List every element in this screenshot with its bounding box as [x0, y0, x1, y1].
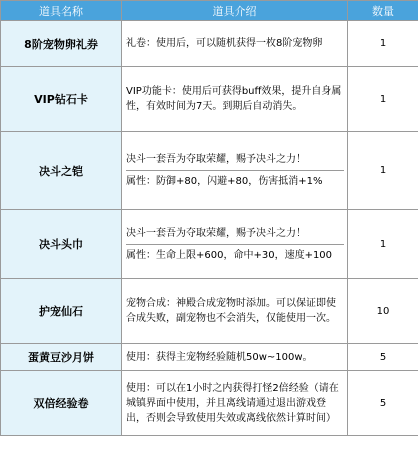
item-attributes: 属性：防御+80，闪避+80，伤害抵消+1%: [126, 176, 323, 187]
item-flavor-text: 决斗一套吾为夺取荣耀，赐予决斗之力！: [126, 226, 344, 245]
item-name: VIP钻石卡: [1, 67, 122, 132]
header-item-name: 道具名称: [1, 1, 122, 21]
item-flavor-text: 决斗一套吾为夺取荣耀，赐予决斗之力！: [126, 152, 344, 171]
item-description: VIP功能卡：使用后可获得buff效果，提升自身属性，有效时间为7天。到期后自动消失。: [122, 67, 348, 132]
item-name: 决斗之铠: [1, 132, 122, 210]
table-row: [1, 344, 418, 371]
table-row: [1, 210, 418, 279]
item-description: 使用：获得主宠物经验随机50w~100w。: [122, 344, 348, 371]
item-name: 8阶宠物卵礼券: [1, 21, 122, 67]
item-quantity: 1: [348, 67, 418, 132]
table-row: [1, 279, 418, 344]
item-quantity: 1: [348, 132, 418, 210]
item-description: 宠物合成：神殿合成宠物时添加。可以保证即使合成失败，副宠物也不会消失，仅能使用一次。: [122, 279, 348, 344]
item-description: 礼卷：使用后，可以随机获得一枚8阶宠物卵: [122, 21, 348, 67]
table-header-row: [1, 1, 418, 21]
header-item-description: 道具介绍: [122, 1, 348, 21]
table-row: [1, 371, 418, 436]
item-attributes: 属性：生命上限+600，命中+30，速度+100: [126, 249, 333, 261]
item-quantity: 5: [348, 344, 418, 371]
table-row: [1, 132, 418, 210]
table-row: [1, 21, 418, 67]
item-quantity: 1: [348, 21, 418, 67]
item-name: 双倍经验卷: [1, 371, 122, 436]
item-name: 护宠仙石: [1, 279, 122, 344]
item-description: [122, 210, 348, 279]
item-description: [122, 132, 348, 210]
item-quantity: 1: [348, 210, 418, 279]
item-quantity: 5: [348, 371, 418, 436]
item-quantity: 10: [348, 279, 418, 344]
item-name: 决斗头巾: [1, 210, 122, 279]
header-quantity: 数量: [348, 1, 418, 21]
table-row: [1, 67, 418, 132]
item-name: 蛋黄豆沙月饼: [1, 344, 122, 371]
item-description: 使用：可以在1小时之内获得打怪2倍经验（请在城镇界面中使用，并且离线请通过退出游戏登出，否则会导致使用失效或离线依然计算时间）: [122, 371, 348, 436]
